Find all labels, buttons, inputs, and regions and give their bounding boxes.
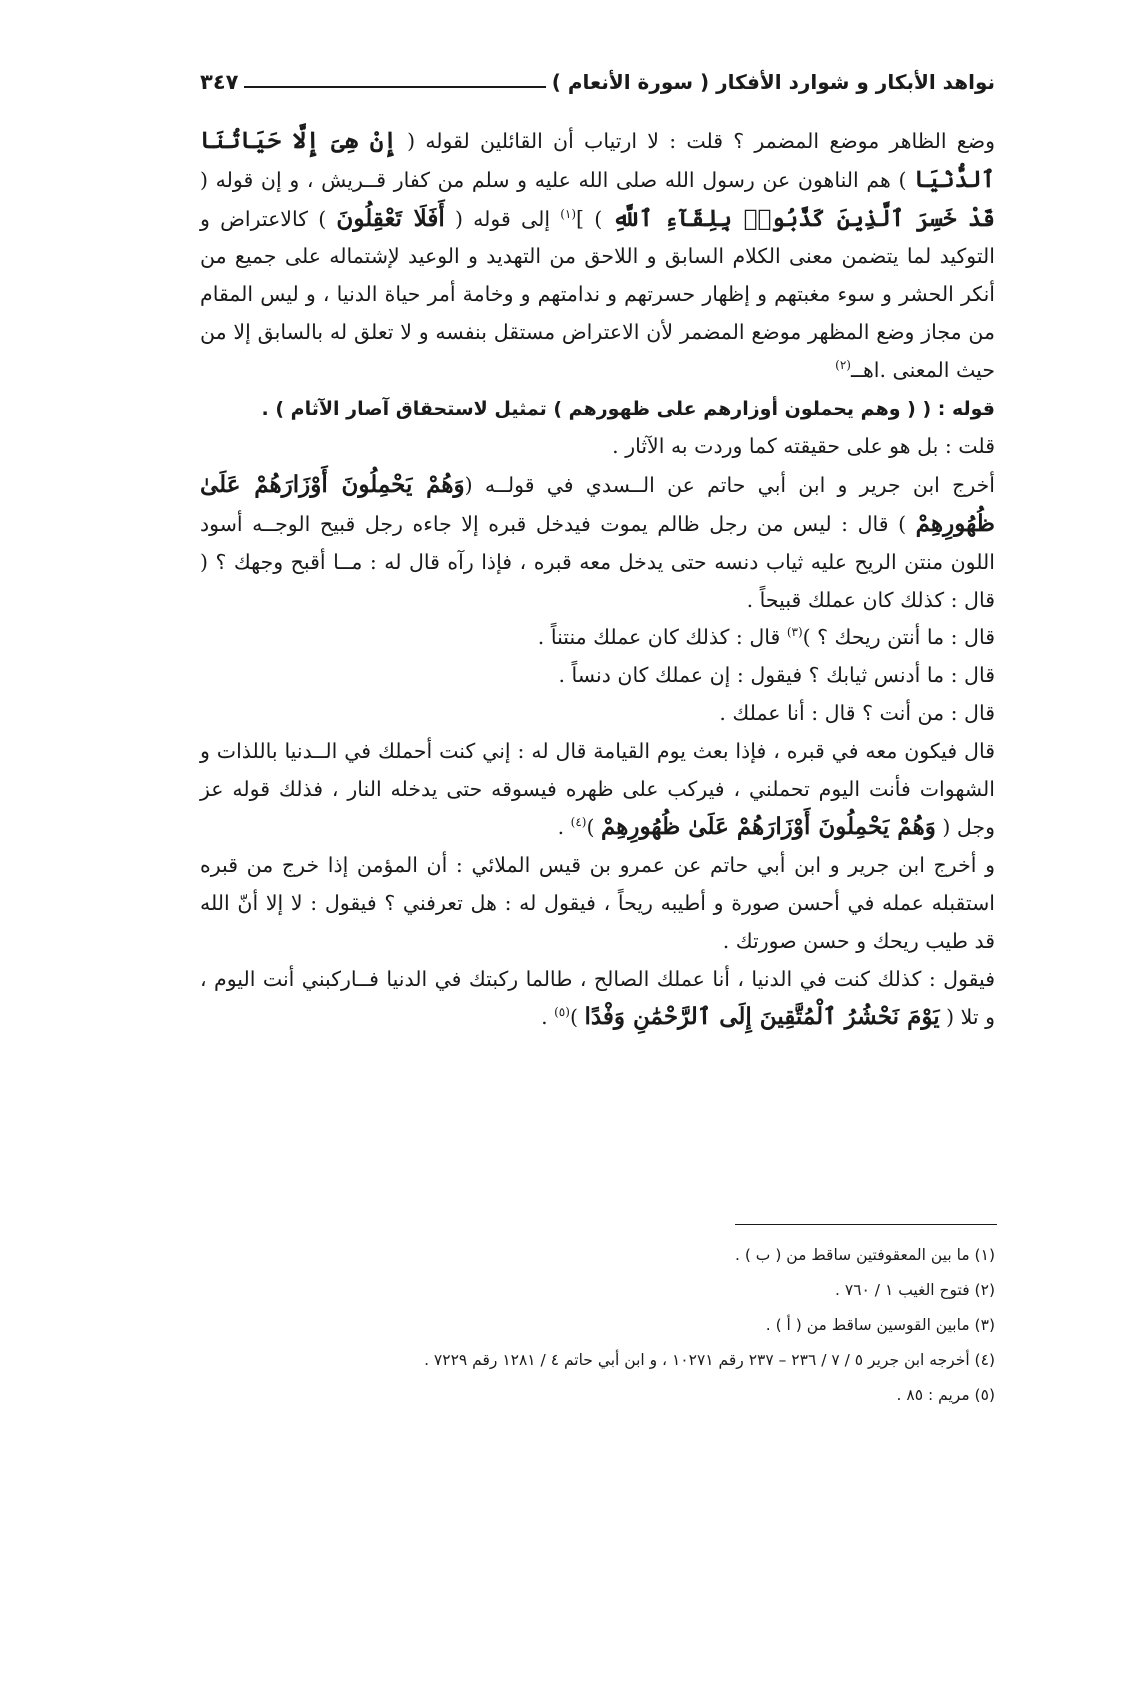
text-run: فيقول : كذلك كنت في الدنيا ، أنا عملك الصالح ، طالما ركبتك في الدنيا فــاركبني أنت اليوم ، و تلا ( [200,966,995,1030]
quran-verse: وَهُمْ يَحْمِلُونَ أَوْزَارَهُمْ عَلَىٰ ظُهُورِهِمْ [200,471,995,537]
paragraph-5 [200,619,995,657]
paragraph-4 [200,466,995,619]
footnote-ref[interactable]: (٣) [786,625,803,640]
text-run: ) كالاعتراض و التوكيد لما يتضمن معنى الكلام السابق و اللاحق من التهديد و الوعيد لإشتماله على جميع من أنكر الحشر و سوء مغبتهم و إظهار حسرتهم و ندامتهم و وخامة أمر حياة الدنيا ، و ليس المقام من مجاز وضع المظهر موضع المضمر لأن الاعتراض مستقل بنفسه و لا تعلق له بالسابق إلا من حيث المعنى .اهــ [200,206,995,382]
paragraph-10 [200,961,995,1038]
footnote-3: (٣) مابين القوسين ساقط من ( أ ) . [765,1316,995,1334]
paragraph-2 [200,390,995,429]
paragraph-9 [200,847,995,960]
footnote-4: (٤) أخرجه ابن جرير ٥ / ٧ / ٢٣٦ – ٢٣٧ رقم ١٠٢٧١ ، و ابن أبي حاتم ٤ / ١٢٨١ رقم ٧٢٢٩ . [424,1351,995,1369]
main-text [200,122,995,1037]
paragraph-1 [200,122,995,390]
text-run: ) قال : ليس من رجل ظالم يموت فيدخل قبره إلا جاءه رجل قبيح الوجــه أسود اللون منتن الريح عليه ثياب دنسه حتى يدخل معه قبره ، فإذا رآه قال له : مــا أقبح وجهك ؟ ( قال : كذلك كان عملك قبيحاً . [200,511,995,612]
text-run: ) [586,815,601,840]
text-run: أخرج ابن جرير و ابن أبي حاتم عن الــسدي في قولــه ( [464,473,995,498]
paragraph-3 [200,428,995,466]
commentary-lemma: قوله : ( ( وهم يحملون أوزارهم على ظهورهم ) تمثيل لاستحقاق آصار الآثام ) . [261,397,995,420]
paragraph-7 [200,695,995,733]
footnote-2: (٢) فتوح الغيب ١ / ٧٦٠ . [835,1281,995,1299]
text-run: و أخرج ابن جرير و ابن أبي حاتم عن عمرو بن قيس الملائي : أن المؤمن إذا خرج من قبره استقبله عمله في أحسن صورة و أطيبه ريحاً ، فيقول له : هل تعرفني ؟ فيقول : لا إلا أنّ الله قد طيب ريحك و حسن صورتك . [200,853,995,953]
header-title: نواهد الأبكار و شوارد الأفكار ( سورة الأنعام ) [551,70,995,94]
text-run: قال : كذلك كان عملك منتناً . [537,625,787,650]
text-run: قال : ما أدنس ثيابك ؟ فيقول : إن عملك كان دنساً . [558,663,995,688]
footnote-1: (١) ما بين المعقوفتين ساقط من ( ب ) . [734,1246,995,1264]
text-run: قلت : بل هو على حقيقته كما وردت به الآثار . [612,434,995,459]
running-header [200,62,995,96]
footnote-ref[interactable]: (٤) [570,815,587,830]
paragraph-6 [200,657,995,695]
text-run: قال فيكون معه في قبره ، فإذا بعث يوم القيامة قال له : إني كنت أحملك في الــدنيا باللذات و الشهوات فأنت اليوم تحملني ، فيركب على ظهره فيسوقه حتى يدخله النار ، فذلك قوله عز وجل ( [200,738,995,840]
footnote-separator [735,1224,997,1225]
text-run: وضع الظاهر موضع المضمر ؟ قلت : لا ارتياب أن القائلين لقوله ( [396,129,996,153]
quran-verse: يَوْمَ نَحْشُرُ ٱلْمُتَّقِينَ إِلَى ٱلرَّحْمَٰنِ وَفْدًا [584,1003,940,1031]
text-run: قال : من أنت ؟ قال : أنا عملك . [719,700,995,725]
footnote-5: (٥) مريم : ٨٥ . [896,1386,995,1404]
text-run: ) هم الناهون عن رسول الله صلى الله عليه و سلم من كفار قــريش ، و إن قوله ( [200,167,915,192]
text-run: إلى قوله ( [444,206,561,231]
text-run: ) [569,1005,585,1030]
paragraph-8 [200,733,995,847]
quran-verse: قَدْ خَسِرَ ٱلَّذِينَ كَذَّبُوا۟ بِلِقَآءِ ٱللَّهِ [612,204,996,232]
quran-verse: وَهُمْ يَحْمِلُونَ أَوْزَارَهُمْ عَلَىٰ ظُهُورِهِمْ [600,813,936,841]
header-rule [244,86,545,88]
text-run: قال : ما أنتن ريحك ؟ ) [802,625,995,650]
quran-verse: أَفَلَا تَعْقِلُونَ [336,204,445,232]
footnote-ref[interactable]: (٢) [835,357,851,372]
text-run: ) ] [576,206,613,231]
quran-verse: إِنْ هِىَ إِلَّا حَيَاتُنَا ٱلدُّنْيَا [200,127,995,193]
footnote-ref[interactable]: (١) [560,206,577,221]
footnotes [200,1238,995,1413]
text-run: . [557,815,571,840]
text-run: . [541,1005,555,1030]
footnote-ref[interactable]: (٥) [554,1005,570,1020]
page-number: ٣٤٧ [200,70,239,94]
